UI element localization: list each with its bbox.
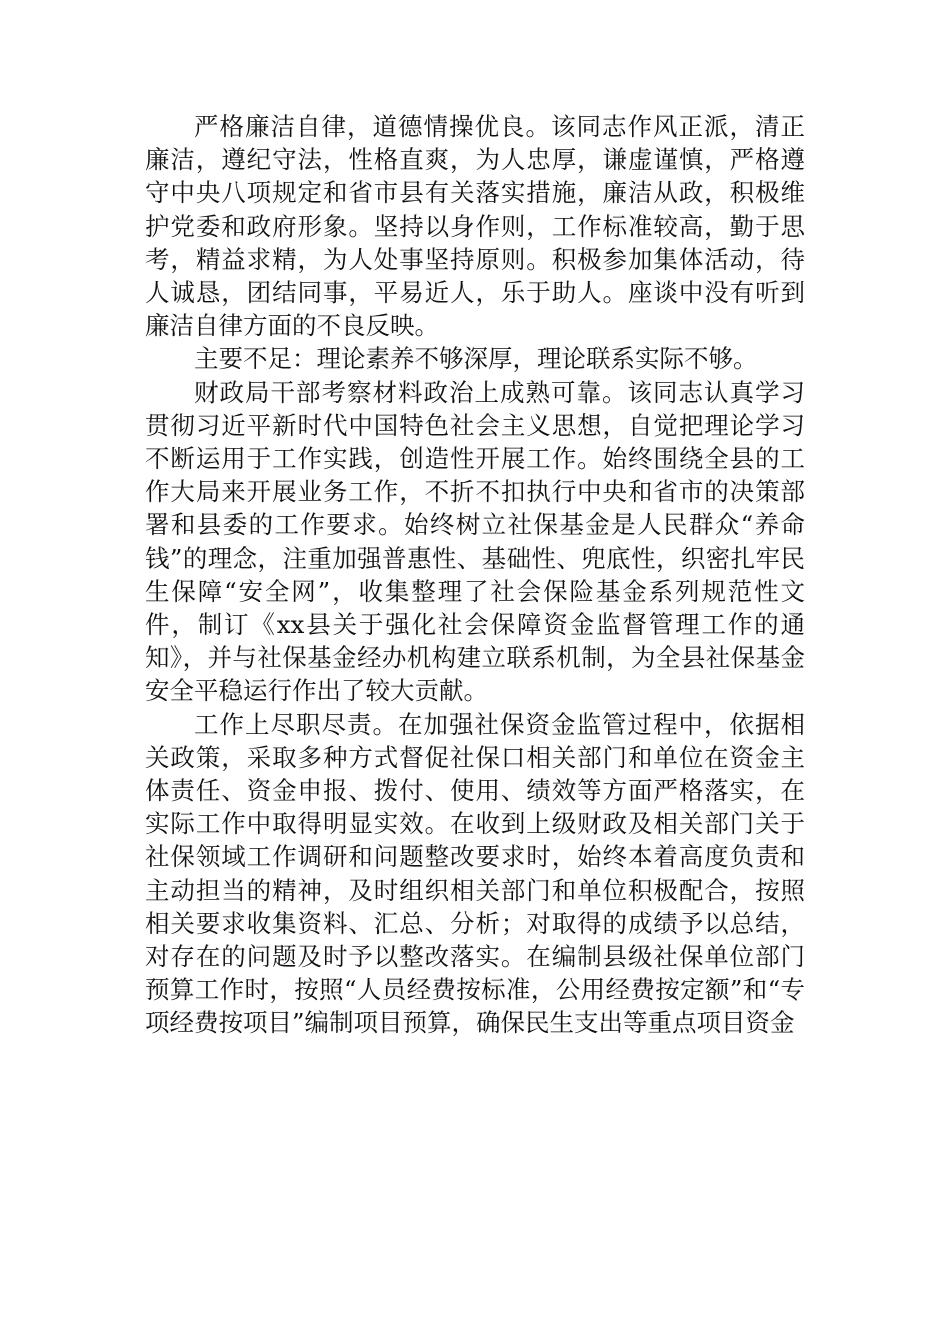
paragraph-work-duty: 工作上尽职尽责。在加强社保资金监管过程中，依据相关政策，采取多种方式督促社保口相关部门和单位在资金主体责任、资金申报、拨付、使用、绩效等方面严格落实，在实际工作中取得明显实效。在收到上级财政及相关部门关于社保领域工作调研和问题整改要求时，始终本着高度负责和主动担当的精神，及时组织相关部门和单位积极配合，按照相关要求收集资料、汇总、分析；对取得的成绩予以总结，对存在的问题及时予以整改落实。在编制县级社保单位部门预算工作时，按照“人员经费按标准，公用经费按定额”和“专项经费按项目”编制项目预算，确保民生支出等重点项目资金 bbox=[145, 709, 805, 1038]
paragraph-shortcomings: 主要不足：理论素养不够深厚，理论联系实际不够。 bbox=[194, 344, 758, 374]
paragraph-integrity: 严格廉洁自律，道德情操优良。该同志作风正派，清正廉洁，遵纪守法，性格直爽，为人忠厚，谦虚谨慎，严格遵守中央八项规定和省市县有关落实措施，廉洁从政，积极维护党委和政府形象。坚持以身作则，工作标准较高，勤于思考，精益求精，为人处事坚持原则。积极参加集体活动，待人诚恳，团结同事，平易近人，乐于助人。座谈中没有听到廉洁自律方面的不良反映。 bbox=[145, 112, 805, 341]
paragraph-political: 财政局干部考察材料政治上成熟可靠。该同志认真学习贯彻习近平新时代中国特色社会主义思想，自觉把理论学习不断运用于工作实践，创造性开展工作。始终围绕全县的工作大局来开展业务工作，不折不扣执行中央和省市的决策部署和县委的工作要求。始终树立社保基金是人民群众“养命钱”的理念，注重加强普惠性、基础性、兜底性，织密扎牢民生保障“安全网”，收集整理了社会保险基金系列规范性文件，制订《xx县关于强化社会保障资金监督管理工作的通知》，并与社保基金经办机构建立联系机制，为全县社保基金安全平稳运行作出了较大贡献。 bbox=[145, 377, 805, 706]
document-body bbox=[145, 110, 805, 1040]
